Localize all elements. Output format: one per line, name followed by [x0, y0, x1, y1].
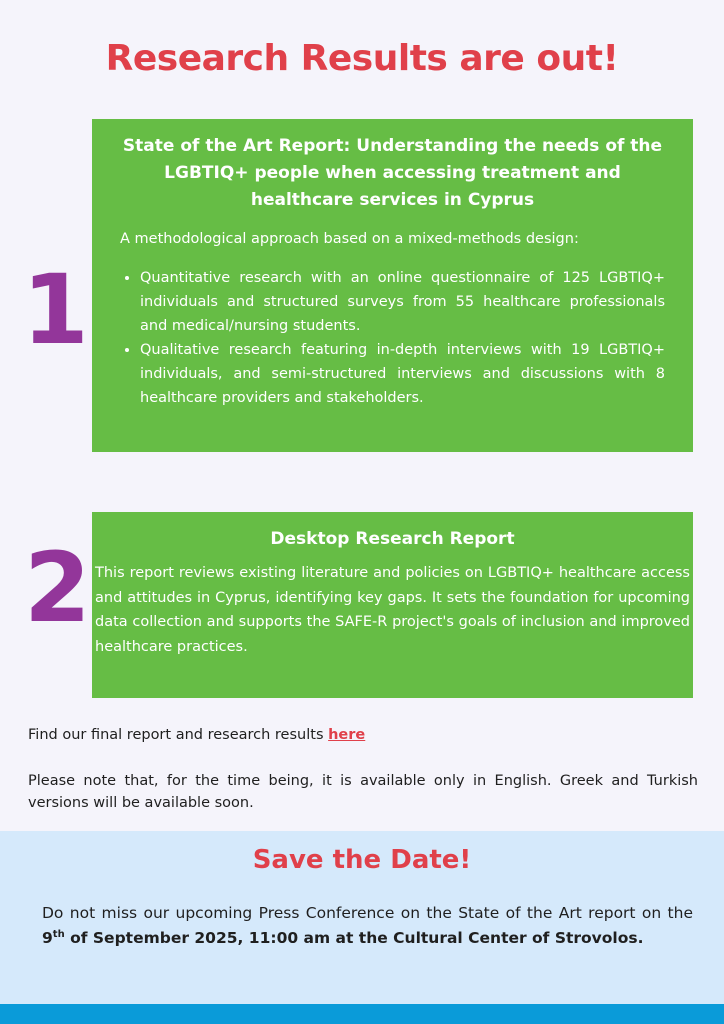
press-conference-details: of September 2025, 11:00 am at the Cultural Center of Strovolos. [64, 929, 644, 947]
desktop-research-report-title: Desktop Research Report [270, 529, 515, 549]
list-item: • Quantitative research with an online questionnaire of 125 LGBTIQ+ individuals and structured surveys from 55 healthcare professionals and medical/nursing students. [140, 266, 665, 338]
state-of-art-report-title: State of the Art Report: Understanding the needs of the LGBTIQ+ people when accessing treatment and healthcare services in Cyprus [122, 136, 663, 210]
desktop-research-report-box [92, 512, 693, 698]
press-conference-date [42, 929, 644, 947]
section-number-1: 1 [22, 254, 89, 366]
press-conference-prefix: Do not miss our upcoming Press Conference on the State of the Art report on the [42, 904, 693, 922]
press-conference-text [42, 901, 693, 951]
language-note: Please note that, for the time being, it is available only in English. Greek and Turkish versions will be available soon. [28, 773, 698, 811]
save-the-date-title: Save the Date! [252, 845, 472, 875]
report-link-paragraph [28, 724, 698, 746]
methodology-intro: A methodological approach based on a mixed-methods design: [120, 231, 579, 247]
report-here-link[interactable]: here [328, 727, 366, 743]
press-conference-day: 9 [42, 929, 53, 947]
page-headline: Research Results are out! [105, 38, 619, 79]
save-the-date-section [0, 831, 724, 1004]
report-link-prefix: Find our final report and research results [28, 727, 329, 743]
state-of-art-report-box [92, 119, 693, 452]
bottom-color-bar [0, 1004, 724, 1024]
section-number-2: 2 [24, 532, 91, 644]
desktop-research-report-body: This report reviews existing literature and policies on LGBTIQ+ healthcare access and attitudes in Cyprus, identifying key gaps. It sets the foundation for upcoming data collection and supports the SAFE-R project's goals of inclusion and improved healthcare practices. [95, 565, 690, 655]
list-item: • Qualitative research featuring in-depth interviews with 19 LGBTIQ+ individuals, and semi-structured interviews and discussions with 8 healthcare providers and stakeholders. [140, 338, 665, 410]
day-ordinal-suffix: th [52, 928, 65, 940]
methodology-list [120, 266, 665, 410]
